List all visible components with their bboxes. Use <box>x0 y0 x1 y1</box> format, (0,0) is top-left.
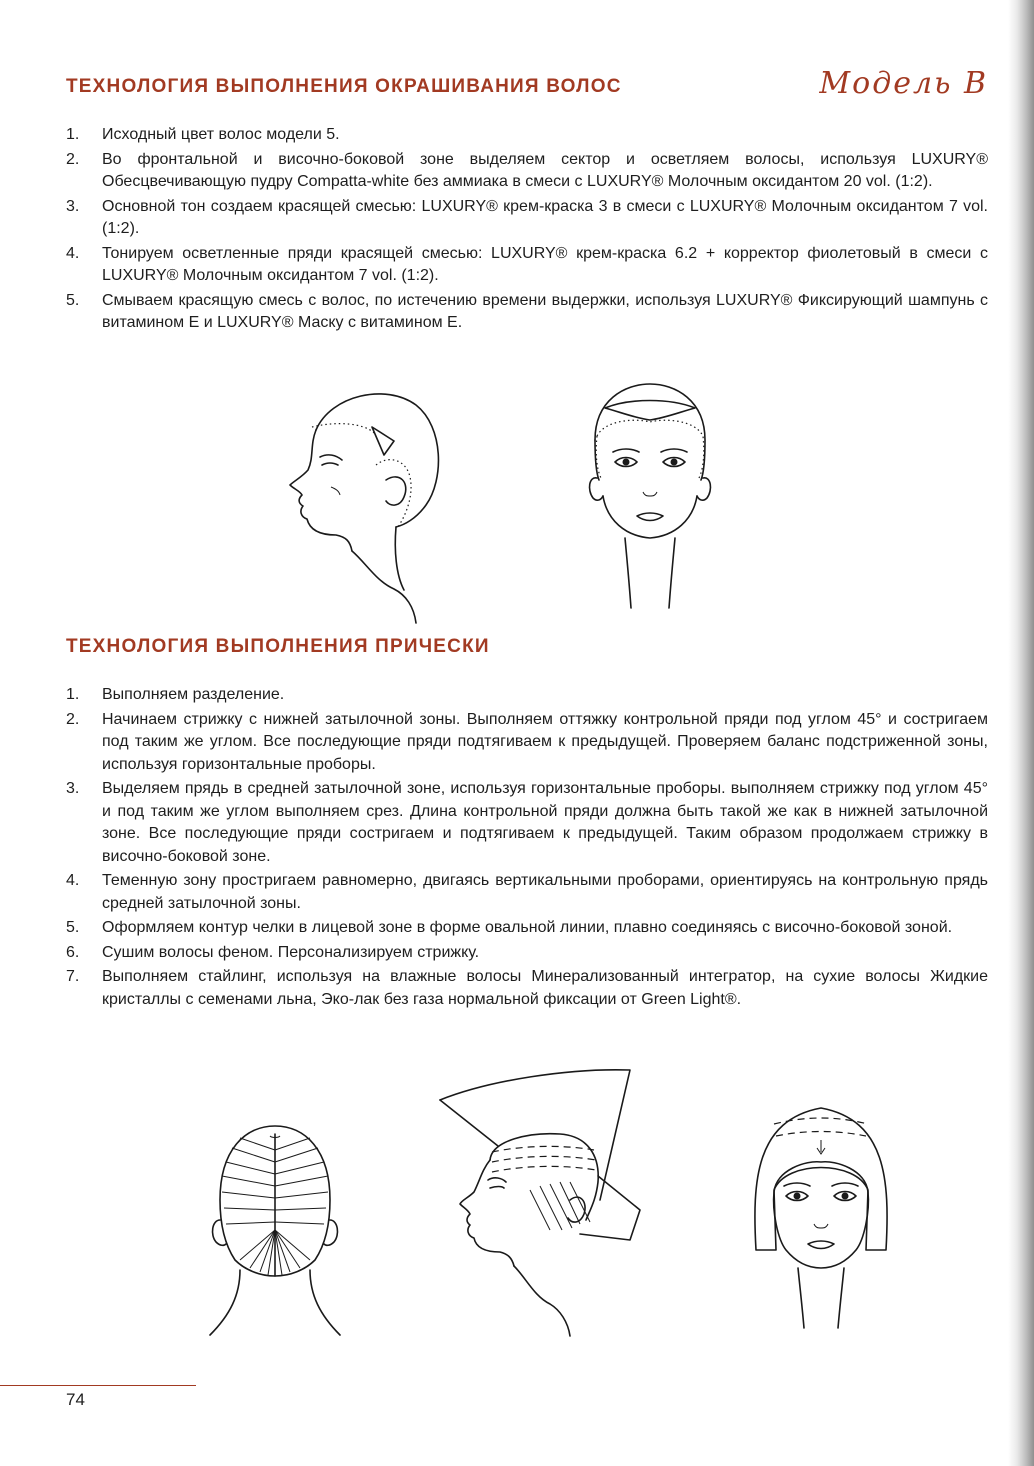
step-text: Выполняем разделение. <box>102 686 285 703</box>
step-number: 5. <box>66 919 80 936</box>
step-text: Выполняем стайлинг, используя на влажные волосы Минерализованный интегратор, на сухие волосы Жидкие кристаллы с семенами льна, Эко-лак без газа нормальной фиксации от Green Light®. <box>102 968 988 1008</box>
coloring-step <box>66 196 988 241</box>
head-profile-coloring-illustration <box>276 385 456 625</box>
coloring-step <box>66 124 988 147</box>
step-number: 1. <box>66 126 80 143</box>
step-number: 2. <box>66 710 80 728</box>
step-number: 7. <box>66 968 80 985</box>
haircut-section-heading: ТЕХНОЛОГИЯ ВЫПОЛНЕНИЯ ПРИЧЕСКИ <box>66 636 490 657</box>
haircut-step <box>66 917 988 940</box>
step-text: Сушим волосы феном. Персонализируем стрижку. <box>102 943 480 961</box>
step-text: Основной тон создаем красящей смесью: LUXURY® крем-краска 3 в смеси с LUXURY® Молочным оксидантом 7 vol. (1:2). <box>102 197 989 237</box>
haircut-steps-list <box>66 684 988 1013</box>
haircut-step <box>66 942 988 965</box>
head-front-fringe-illustration <box>746 1100 896 1330</box>
head-back-sections-illustration <box>200 1120 350 1340</box>
coloring-step <box>66 290 988 335</box>
step-text: Начинаем стрижку с нижней затылочной зоны. Выполняем оттяжку контрольной пряди под углом 45° и состригаем под таким же углом. Все последующие пряди подтягиваем к предыдущей. Проверяем баланс подстриженной зоны, используя горизонтальные проборы. <box>102 710 988 773</box>
coloring-step <box>66 149 988 194</box>
head-profile-cutting-angle-illustration <box>430 1060 670 1340</box>
step-number: 4. <box>66 244 80 262</box>
haircut-step <box>66 709 988 777</box>
page-number: 74 <box>66 1390 85 1409</box>
haircut-step <box>66 870 988 915</box>
step-text: Теменную зону простригаем равномерно, двигаясь вертикальными проборами, ориентируясь на контрольную прядь средней затылочной зоны. <box>102 872 988 912</box>
haircut-step <box>66 684 988 707</box>
step-text: Тонируем осветленные пряди красящей смесью: LUXURY® крем-краска 6.2 + корректор фиолетовый в смеси с LUXURY® Молочным оксидантом 7 vol. (1:2). <box>102 244 988 284</box>
haircut-step <box>66 778 988 868</box>
coloring-section-heading: ТЕХНОЛОГИЯ ВЫПОЛНЕНИЯ ОКРАШИВАНИЯ ВОЛОС <box>66 76 622 97</box>
step-number: 2. <box>66 150 80 168</box>
step-number: 3. <box>66 197 80 215</box>
step-text: Смываем красящую смесь с волос, по истечению времени выдержки, используя LUXURY® Фиксирующий шампунь с витамином Е и LUXURY® Маску с витамином Е. <box>102 291 988 331</box>
step-number: 5. <box>66 291 80 309</box>
footer-rule <box>0 1385 196 1386</box>
model-title: Модель B <box>819 66 988 101</box>
step-number: 3. <box>66 780 80 797</box>
step-text: Во фронтальной и височно-боковой зоне выделяем сектор и осветляем волосы, используя LUXURY® Обесцвечивающую пудру Compatta-white без аммиака в смеси с LUXURY® Молочным оксидантом 20 vol. (1:2). <box>102 150 988 190</box>
coloring-steps-list <box>66 124 988 337</box>
coloring-step <box>66 243 988 288</box>
step-number: 1. <box>66 686 80 703</box>
book-spine-shadow <box>1008 0 1034 1466</box>
step-number: 4. <box>66 872 80 889</box>
step-text: Оформляем контур челки в лицевой зоне в форме овальной линии, плавно соединяясь с височно-боковой зоной. <box>102 919 953 936</box>
step-number: 6. <box>66 943 80 961</box>
step-text: Исходный цвет волос модели 5. <box>102 126 340 143</box>
step-text: Выделяем прядь в средней затылочной зоне, используя горизонтальные проборы. выполняем стрижку под углом 45° и под таким же углом выполняем срез. Длина контрольной пряди должна быть такой же как в нижней затылочной зоне. Все последующие пряди состригаем и подтягиваем к предыдущей. Таким образом продолжаем стрижку в височно-боковой зоне. <box>102 780 988 865</box>
head-front-coloring-illustration <box>575 380 725 610</box>
haircut-step <box>66 966 988 1011</box>
